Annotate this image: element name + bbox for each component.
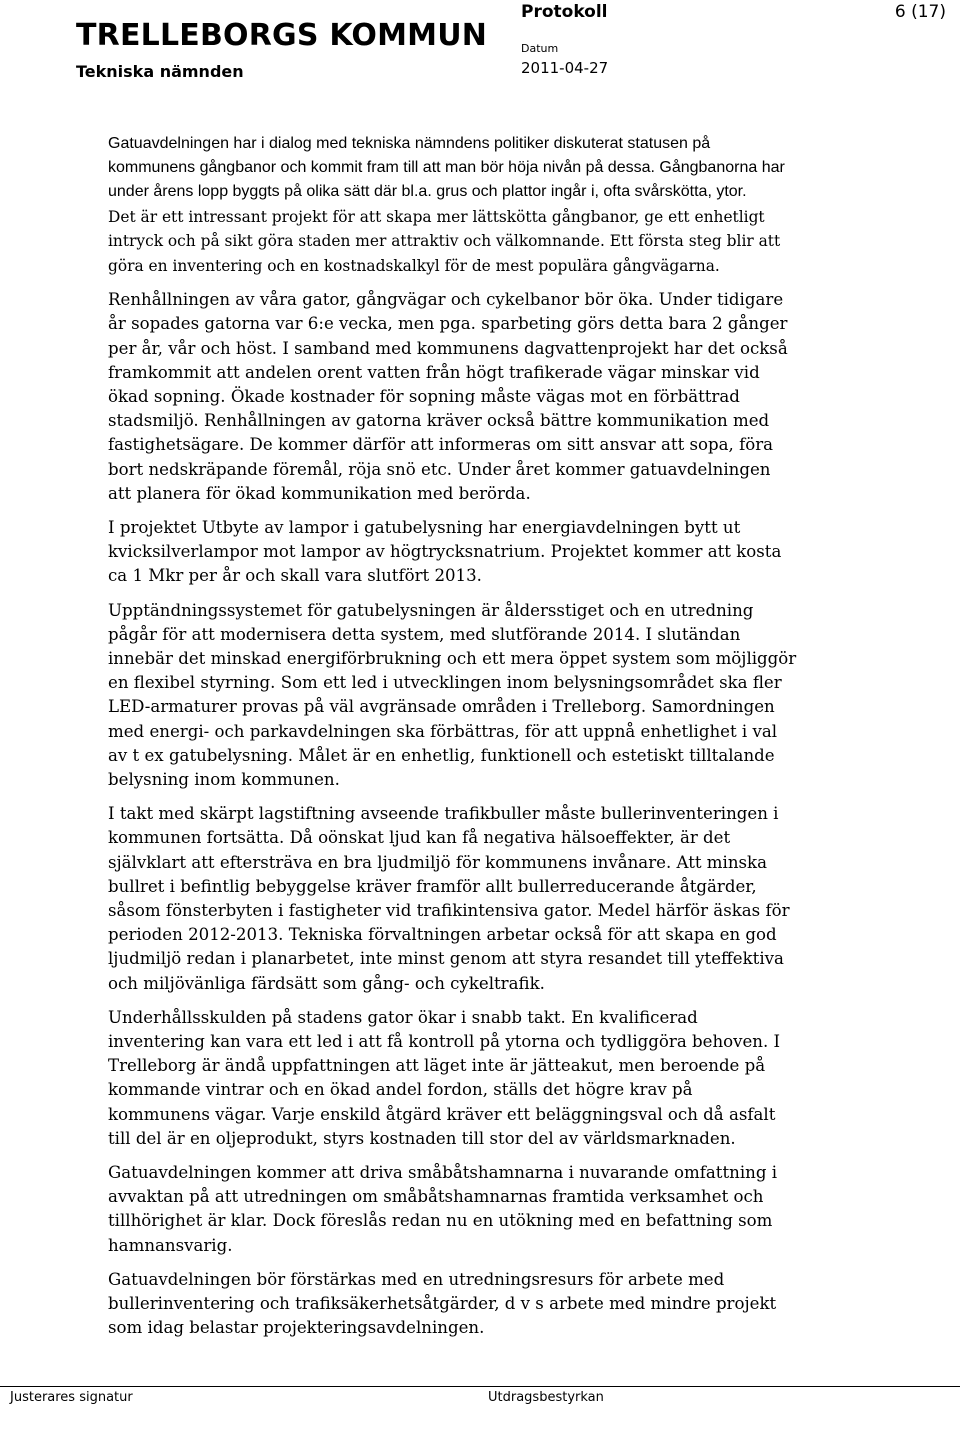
paragraph-buller: I takt med skärpt lagstiftning avseende trafikbuller måste bullerinventeringen i kommunen fortsätta. Då oönskat ljud kan få negativa hälsoeffekter, är det självklart att eftersträva en bra ljudmiljö för kommunens invånare. Att minska bullret i befintlig bebyggelse kräver framför allt bullerreducerande åtgärder, såsom fönsterbyten i fastigheter vid trafikintensiva gator. Medel härför äskas för perioden 2012-2013. Tekniska förvaltningen arbetar också för att skapa en god ljudmiljö redan i planarbetet, inte minst genom att styra resandet till yteffektiva och miljövänliga färdsätt som gång- och cykeltrafik. [108, 804, 790, 993]
document-type: Protokoll [521, 2, 608, 22]
page-header [0, 0, 960, 90]
page-footer [0, 1386, 960, 1454]
paragraph-renhallning: Renhållningen av våra gator, gångvägar och cykelbanor bör öka. Under tidigare år sopades gatorna var 6:e vecka, men pga. sparbeting görs detta bara 2 gånger per år, vår och höst. I samband med kommunens dagvattenprojekt har det också framkommit att andelen orent vatten från högt trafikerade vägar minskar vid ökad sopning. Ökade kostnader för sopning måste vägas mot en förbättrad stadsmiljö. Renhållningen av gatorna kräver också bättre kommunikation med fastighetsägare. De kommer därför att informeras om sitt ansvar att sopa, föra bort nedskräpande föremål, röja snö etc. Under året kommer gatuavdelningen att planera för ökad kommunikation med berörda. [108, 290, 788, 503]
document-body [108, 132, 798, 1350]
date-value: 2011-04-27 [521, 59, 609, 77]
paragraph-lampor: I projektet Utbyte av lampor i gatubelysning har energiavdelningen bytt ut kvicksilverlampor mot lampor av högtrycksnatrium. Projektet kommer att kosta ca 1 Mkr per år och skall vara slutfört 2013. [108, 517, 782, 586]
paragraph-utredningsresurs: Gatuavdelningen bör förstärkas med en utredningsresurs för arbete med bullerinventering och trafiksäkerhetsåtgärder, d v s arbete med mindre projekt som idag belastar projekteringsavdelningen. [108, 1269, 777, 1338]
organization-name: TRELLEBORGS KOMMUN [76, 18, 488, 53]
signature-label: Justerares signatur [10, 1390, 133, 1405]
department-name: Tekniska nämnden [76, 62, 244, 81]
footer-divider [0, 1386, 960, 1387]
paragraph-upptandning: Upptändningssystemet för gatubelysningen är åldersstiget och en utredning pågår för att modernisera detta system, med slutförande 2014. I slutändan innebär det minskad energiförbrukning och ett mera öppet system som möjliggör en flexibel styrning. Som ett led i utvecklingen inom belysningsområdet ska fler LED-armaturer provas på väl avgränsade områden i Trelleborg. Samordningen med energi- och parkavdelningen ska förbättras, för att uppnå enhetlighet i val av t ex gatubelysning. Målet är en enhetlig, funktionell och estetiskt tilltalande belysning inom kommunen. [108, 600, 797, 789]
page-number: 6 (17) [894, 2, 946, 22]
extract-label: Utdragsbestyrkan [488, 1390, 604, 1405]
paragraph-gangbanor-intro: Gatuavdelningen har i dialog med tekniska nämndens politiker diskuterat statusen på kommunens gångbanor och kommit fram till att man bör höja nivån på dessa. Gångbanorna har under årens lopp byggts på olika sätt där bl.a. grus och plattor ingår i, ofta svårskötta, ytor. [108, 135, 785, 201]
paragraph-gangbanor-project: Det är ett intressant projekt för att skapa mer lättskötta gångbanor, ge ett enhetligt intryck och på sikt göra staden mer attraktiv och välkomnande. Ett första steg blir att göra en inventering och en kostnadskalkyl för de mest populära gångvägarna. [108, 207, 781, 275]
paragraph-underhall: Underhållsskulden på stadens gator ökar i snabb takt. En kvalificerad inventering kan vara ett led i att få kontroll på ytorna och tydliggöra behoven. I Trelleborg är ändå uppfattningen att läget inte är jätteakut, men beroende på kommande vintrar och en ökad andel fordon, ställs det högre krav på kommunens vägar. Varje enskild åtgärd kräver ett beläggningsval och då asfalt till del är en oljeprodukt, styrs kostnaden till stor del av världsmarknaden. [108, 1007, 781, 1148]
paragraph-smabatshamnar: Gatuavdelningen kommer att driva småbåtshamnarna i nuvarande omfattning i avvaktan på att utredningen om småbåtshamnarnas framtida verksamhet och tillhörighet är klar. Dock föreslås redan nu en utökning med en befattning som hamnansvarig. [108, 1163, 778, 1255]
date-label: Datum [521, 42, 559, 55]
